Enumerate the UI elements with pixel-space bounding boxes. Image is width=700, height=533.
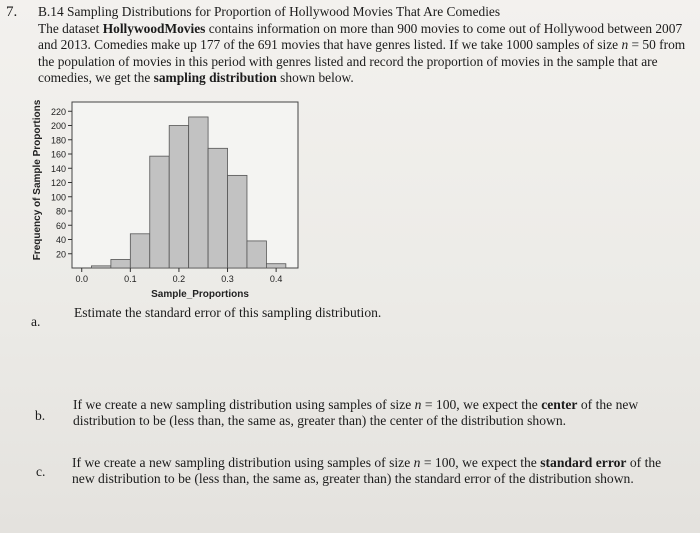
histogram-bar-4 [150,156,169,268]
y-tick-label-40: 40 [55,235,66,246]
y-tick-label-100: 100 [50,192,66,203]
question-a-label: a. [31,314,41,329]
problem-number: 7. [6,4,18,20]
y-tick-label-140: 140 [50,163,66,174]
intro-part-1: The dataset [38,20,103,36]
question-c-part-3: of the new distribution to be (less than, the same as, greater than) the standard error of the distribution shown. [72,455,662,486]
histogram-bar-9 [247,241,266,268]
question-c-part-2: = 100, we expect the [420,455,541,470]
histogram-bar-3 [130,234,149,268]
question-c-part-1: If we create a new sampling distribution using samples of size [72,455,414,470]
question-c-bold-term: standard error [540,455,627,470]
question-b-text [73,397,695,429]
histogram-bar-1 [91,266,110,268]
y-tick-label-220: 220 [50,106,66,117]
histogram-bar-7 [208,148,227,268]
problem-title: B.14 Sampling Distributions for Proportion of Hollywood Movies That Are Comedies [38,4,501,19]
x-tick-label-0.3: 0.3 [221,274,234,284]
problem-description [38,21,688,87]
y-tick-label-200: 200 [50,121,66,132]
n-symbol: n [621,37,629,53]
x-tick-label-0.1: 0.1 [124,274,137,284]
y-tick-label-120: 120 [50,178,66,189]
question-b-part-2: = 100, we expect the [421,397,542,412]
histogram-bar-10 [266,264,285,268]
x-tick-label-0.2: 0.2 [172,274,186,284]
question-b-part-3: of the new distribution to be (less than, the same as, greater than) the center of the distribution shown. [73,397,639,428]
question-a-text: Estimate the standard error of this sampling distribution. [74,305,382,320]
y-axis-label: Frequency of Sample Proportions [32,99,43,261]
histogram-bar-8 [228,175,247,268]
x-axis-label: Sample_Proportions [151,289,249,300]
sampling-distribution-term: sampling distribution [153,70,277,86]
question-c-label: c. [36,464,46,479]
y-tick-label-160: 160 [50,149,66,160]
y-tick-label-80: 80 [55,206,66,217]
histogram-bar-6 [189,117,208,268]
question-c-text [72,455,684,487]
histogram-svg [28,98,328,303]
problem-intro [38,4,688,87]
dataset-name: HollywoodMovies [102,20,206,36]
y-tick-label-180: 180 [50,135,66,146]
x-tick-label-0.0: 0.0 [75,274,88,284]
histogram-bar-5 [169,126,188,268]
intro-part-2: contains information on more than 900 movies to come out of Hollywood between 2007 and 2013. Comedies make up 177 of the 691 movies that have genres listed. If we take 1000 samples of size [38,20,683,53]
y-tick-label-20: 20 [55,249,66,260]
intro-part-4: shown below. [276,70,354,86]
y-tick-label-60: 60 [55,220,66,231]
question-b-bold-term: center [541,397,578,412]
question-c-n-symbol: n [413,455,421,470]
question-b-label: b. [35,408,46,423]
intro-part-3: = 50 from the population of movies in this period with genres listed and record the proportion of movies in the sample that are comedies, we get the [38,37,686,86]
question-b-part-1: If we create a new sampling distribution using samples of size [73,397,415,412]
histogram-bar-2 [111,259,130,268]
x-tick-label-0.4: 0.4 [269,274,283,284]
question-b-n-symbol: n [414,397,422,412]
histogram [28,98,328,303]
